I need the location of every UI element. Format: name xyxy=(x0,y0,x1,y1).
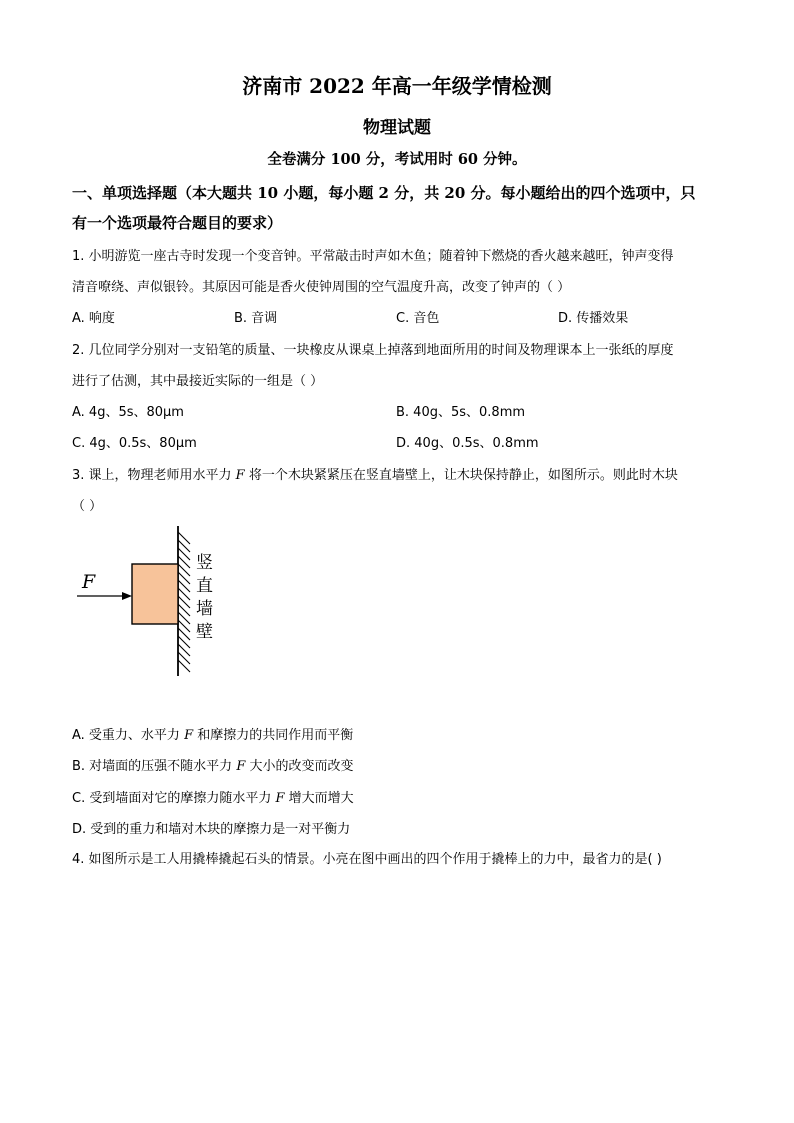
force-label: F xyxy=(82,571,96,593)
force-arrow-head xyxy=(122,592,132,600)
q2-stem-line2: 进行了估测，其中最接近实际的一组是（ ） xyxy=(72,374,324,389)
wall-label-char-4: 壁 xyxy=(196,622,213,642)
q3-option-b-var: F xyxy=(236,759,246,774)
q3-option-d-pre: D. 受到的重力和墙对木块的摩擦力是一对平衡力 xyxy=(72,822,351,837)
q3-option-a-var: F xyxy=(184,728,194,743)
wood-block xyxy=(132,564,178,624)
score-note: 全卷满分 100 分，考试用时 60 分钟。 xyxy=(267,151,527,168)
exam-subject: 物理试题 xyxy=(363,118,431,138)
section-heading-line2: 有一个选项最符合题目的要求） xyxy=(72,214,283,232)
q2-stem-line1: 2. 几位同学分别对一支铅笔的质量、一块橡皮从课桌上掉落到地面所用的时间及物理课本上一张纸的厚度 xyxy=(72,343,674,358)
q1-option-d: D. 传播效果 xyxy=(558,311,629,326)
wall-label-char-1: 竖 xyxy=(196,553,213,573)
q1-stem-line1: 1. 小明游览一座古寺时发现一个变音钟。平常敲击时声如木鱼；随着钟下燃烧的香火越来越旺，钟声变得 xyxy=(72,249,674,264)
q3-option-a-pre: A. 受重力、水平力 xyxy=(72,728,185,743)
section-heading-line1: 一、单项选择题（本大题共 10 小题，每小题 2 分，共 20 分。每小题给出的四个选项中，只 xyxy=(72,184,696,202)
q3-option-a xyxy=(72,724,353,743)
q3-option-c-var: F xyxy=(275,791,285,806)
wall-label-char-3: 墙 xyxy=(196,599,213,619)
exam-title: 济南市 2022 年高一年级学情检测 xyxy=(242,74,552,98)
q3-stem-line1 xyxy=(72,464,678,483)
q2-option-a: A. 4g、5s、80μm xyxy=(72,405,184,420)
q2-option-b: B. 40g、5s、0.8mm xyxy=(396,405,526,420)
q2-option-d: D. 40g、0.5s、0.8mm xyxy=(396,436,539,451)
q3-option-c-pre: C. 受到墙面对它的摩擦力随水平力 xyxy=(72,791,276,806)
q3-option-b-pre: B. 对墙面的压强不随水平力 xyxy=(72,759,237,774)
q1-option-a: A. 响度 xyxy=(72,311,115,326)
wall-label-char-2: 直 xyxy=(196,576,213,596)
q4-stem-line1: 4. 如图所示是工人用撬棒撬起石头的情景。小亮在图中画出的四个作用于撬棒上的力中，最省力的是( ) xyxy=(72,852,662,867)
q1-option-c: C. 音色 xyxy=(396,311,440,326)
q3-option-b-post: 大小的改变而改变 xyxy=(245,759,354,774)
q1-option-b: B. 音调 xyxy=(234,311,278,326)
wall-hatching xyxy=(178,532,190,672)
q3-stem-line2: （ ） xyxy=(72,499,103,514)
q3-figure xyxy=(72,520,232,680)
q3-force-var: F xyxy=(235,468,245,483)
q3-option-d xyxy=(72,818,350,837)
q3-stem-pre: 3. 课上，物理老师用水平力 xyxy=(72,468,236,483)
q3-option-c-post: 增大而增大 xyxy=(284,791,354,806)
q1-stem-line2: 清音嘹绕、声似银铃。其原因可能是香火使钟周围的空气温度升高，改变了钟声的（ ） xyxy=(72,280,571,295)
q3-stem-post: 将一个木块紧紧压在竖直墙壁上，让木块保持静止，如图所示。则此时木块 xyxy=(244,468,678,483)
section-heading xyxy=(72,178,732,238)
q3-option-b xyxy=(72,755,354,774)
q2-option-c: C. 4g、0.5s、80μm xyxy=(72,436,197,451)
q3-option-a-post: 和摩擦力的共同作用而平衡 xyxy=(193,728,354,743)
q3-option-c xyxy=(72,787,354,806)
